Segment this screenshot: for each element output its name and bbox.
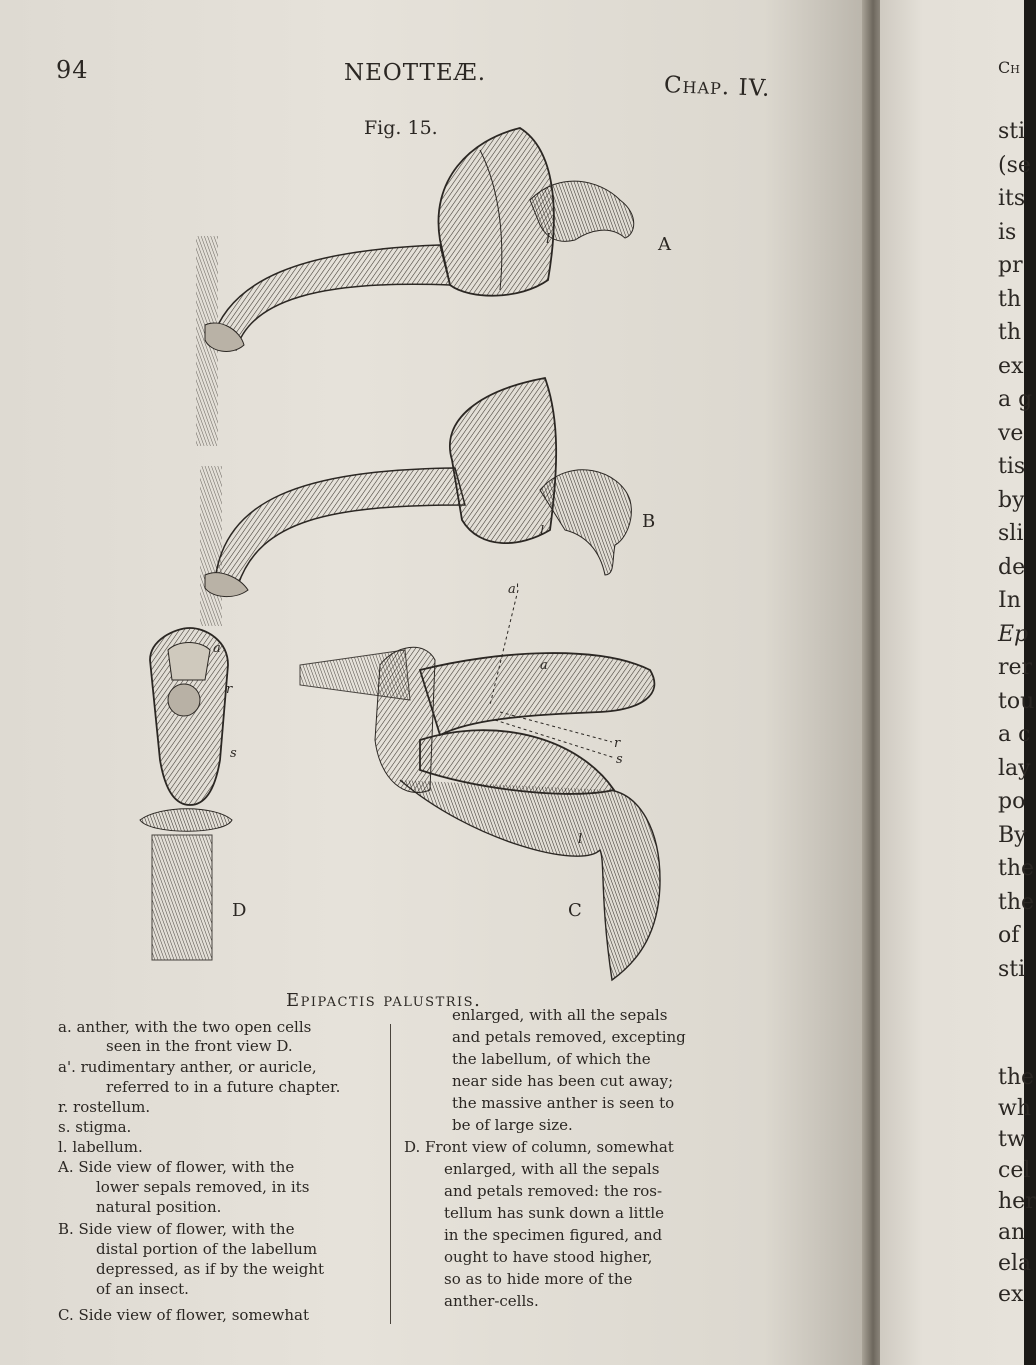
panel-letter-d: D [232,900,247,921]
panel-letter-b: B [642,511,656,532]
legend-line: near side has been cut away; [452,1072,674,1090]
legend-divider [390,1024,391,1324]
chapter-heading: Chap. IV. [663,72,771,102]
panel-letter-c: C [568,900,582,921]
legend-line: a'. rudimentary anther, or auricle, [58,1058,317,1076]
text-fragment: ex [998,353,1024,379]
text-fragment: rer [998,655,1033,680]
text-fragment: the [998,1065,1035,1090]
legend-line: distal portion of the labellum [96,1240,318,1258]
text-fragment: ex [998,1282,1024,1307]
legend-line: referred to in a future chapter. [106,1078,341,1096]
legend-line: tellum has sunk down a little [444,1204,665,1222]
text-fragment: th [998,320,1022,345]
text-fragment: sli [998,521,1024,546]
text-fragment: By [998,822,1027,848]
text-fragment: of [998,923,1020,948]
legend-line: enlarged, with all the sepals [452,1006,668,1024]
text-fragment: pr [998,253,1023,278]
legend-line: A. Side view of flower, with the [58,1158,295,1176]
text-fragment: tis [998,454,1026,479]
part-label-anther-c: a [540,658,548,673]
text-fragment: th [998,286,1022,312]
legend-line: enlarged, with all the sepals [444,1160,660,1178]
legend-line: the labellum, of which the [452,1050,651,1068]
text-fragment: is [998,219,1017,245]
legend-line: l. labellum. [58,1138,143,1156]
legend-line: lower sepals removed, in its [96,1178,310,1196]
text-fragment: sti [998,956,1026,982]
column-d-drawing [140,628,232,960]
legend-line: and petals removed: the ros- [444,1182,663,1200]
legend-line: so as to hide more of the [444,1270,633,1288]
flower-c-drawing [300,590,660,980]
part-label-stigma-c: s [616,752,623,767]
legend-line: D. Front view of column, somewhat [404,1138,674,1156]
flower-b-drawing [200,378,631,626]
text-fragment: (se [998,152,1031,178]
facing-page-header: Ch [998,58,1020,77]
legend-line: r. rostellum. [58,1098,151,1116]
legend-line: C. Side view of flower, somewhat [58,1306,310,1324]
legend-line: a. anther, with the two open cells [58,1018,312,1036]
text-fragment: po [998,789,1026,814]
text-fragment: a g [998,387,1033,412]
text-fragment: tou [998,688,1035,714]
text-fragment: sti [998,119,1026,144]
text-fragment: the [998,856,1035,881]
legend-line: B. Side view of flower, with the [58,1220,295,1238]
legend-line: seen in the front view D. [106,1037,293,1055]
facing-page-text-top [998,115,1034,986]
text-fragment: cel [998,1158,1031,1183]
part-label-labellum-a: l [546,232,551,247]
text-fragment: its [998,186,1026,211]
panel-letter-a: A [658,234,671,255]
facing-page-text-bottom [998,1062,1036,1310]
text-fragment: Ep [998,621,1029,647]
legend-line: of an insect. [96,1280,189,1298]
running-title: NEOTTEÆ. [344,60,487,86]
text-fragment: tw [998,1127,1026,1152]
part-label-anther: a [213,641,221,656]
legend-line: natural position. [96,1198,222,1216]
part-label-rostellum-d: r [226,682,233,697]
text-fragment: a c [998,722,1031,747]
text-fragment: by [998,487,1025,513]
part-label-rostellum-c: r [614,736,621,751]
legend-line: be of large size. [452,1116,573,1134]
flower-a-drawing [196,128,634,446]
legend-line: s. stigma. [58,1118,132,1136]
part-label-auricle: a' [508,582,520,597]
part-label-stigma-d: s [230,746,237,761]
legend-line: the massive anther is seen to [452,1094,675,1112]
legend-line: and petals removed, excepting [452,1028,686,1046]
text-fragment: ve [998,420,1024,446]
legend-line: ought to have stood higher, [444,1248,653,1266]
text-fragment: ela [998,1251,1032,1276]
text-fragment: de [998,554,1026,580]
caption-title: Epipactis palustris. [286,990,482,1011]
figure-label: Fig. 15. [364,117,438,139]
page-number: 94 [56,56,89,84]
part-label-labellum-c: l [578,832,583,847]
legend-line: depressed, as if by the weight [96,1260,325,1278]
legend-line: anther-cells. [444,1292,539,1310]
text-fragment: In [998,588,1021,613]
facing-page [880,0,1036,1365]
text-fragment: an [998,1220,1026,1245]
text-fragment: her [998,1189,1036,1214]
text-fragment: the [998,889,1035,915]
text-fragment: lay [998,755,1031,781]
part-label-labellum-b: l [540,524,545,539]
legend-line: in the specimen figured, and [444,1226,663,1244]
text-fragment: wh [998,1096,1031,1121]
